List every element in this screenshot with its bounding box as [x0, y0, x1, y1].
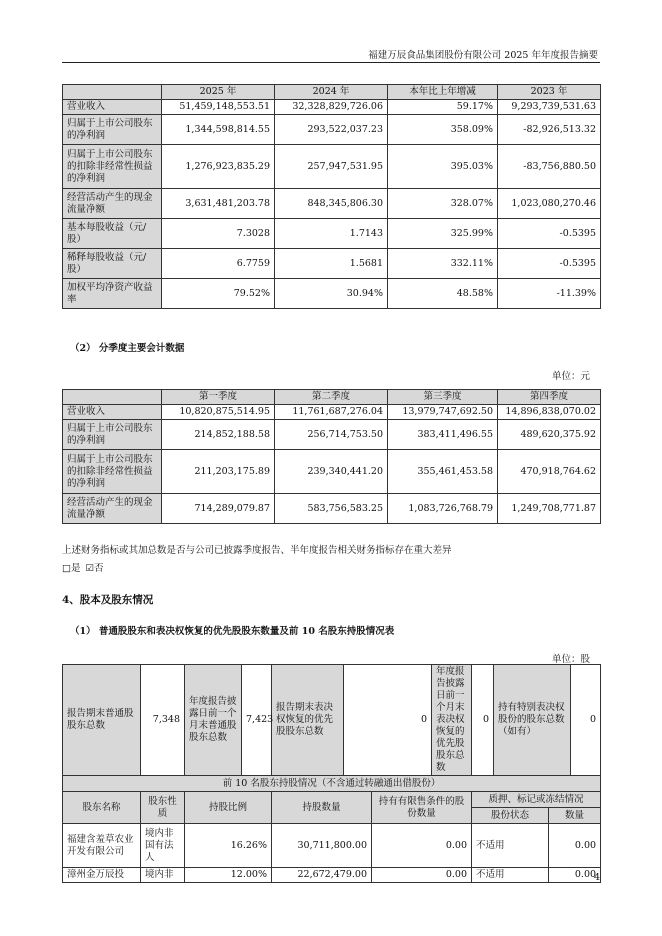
- shareholders-unit-label: 单位：股: [551, 654, 590, 665]
- cell-value: 214,852,188.58: [162, 420, 275, 450]
- row-label: 归属于上市公司股东的净利润: [63, 115, 162, 145]
- table-row: [63, 420, 601, 450]
- header-cell: 质押、标记或冻结情况: [472, 792, 601, 808]
- top10-caption: 前 10 名股东持股情况（不含通过转融通出借股份）: [63, 776, 601, 792]
- header-cell: 股东名称: [63, 792, 141, 824]
- cell-value: 1.7143: [275, 219, 388, 249]
- summary-label: 年度报告披露日前一个月末普通股股东总数: [185, 665, 242, 776]
- header-cell: 第三季度: [388, 390, 498, 405]
- summary-label: 年度报告披露日前一个月末表决权恢复的优先股股东总数: [432, 665, 472, 776]
- row-label: 加权平均净资产收益率: [63, 279, 162, 309]
- header-cell: [63, 85, 162, 100]
- summary-value: 7,348: [141, 665, 185, 776]
- cell-value: -0.5395: [498, 219, 601, 249]
- header-cell: 2023 年: [498, 85, 601, 100]
- shareholder-restricted: 0.00: [372, 868, 472, 883]
- cell-value: 6.7759: [162, 249, 275, 279]
- cell-value: 332.11%: [388, 249, 498, 279]
- cell-value: 10,820,875,514.95: [162, 405, 275, 420]
- cell-value: 355,461,453.58: [388, 450, 498, 494]
- header-cell: 第一季度: [162, 390, 275, 405]
- header-cell: 第二季度: [275, 390, 388, 405]
- table-row: [63, 405, 601, 420]
- header-cell: 2025 年: [162, 85, 275, 100]
- shareholder-pledge-status: 不适用: [472, 824, 549, 868]
- header-cell: 股东性质: [141, 792, 185, 824]
- main-accounting-table: [62, 84, 601, 309]
- table-row: [63, 824, 601, 868]
- cell-value: 13,979,747,692.50: [388, 405, 498, 420]
- summary-value: 0: [571, 665, 601, 776]
- cell-value: 11,761,687,276.04: [275, 405, 388, 420]
- header-cell: 持股数量: [272, 792, 372, 824]
- shareholder-name: 福建含羞草农业开发有限公司: [63, 824, 141, 868]
- cell-value: -83,756,880.50: [498, 145, 601, 189]
- quarterly-table: [62, 389, 601, 524]
- quarterly-section-title: （2） 分季度主要会计数据: [70, 343, 185, 354]
- cell-value: 583,756,583.25: [275, 494, 388, 524]
- shareholder-qty: 30,711,800.00: [272, 824, 372, 868]
- difference-note: 上述财务指标或其加总数是否与公司已披露季度报告、半年度报告相关财务指标存在重大差异: [62, 545, 452, 556]
- table-header-row: [63, 792, 601, 808]
- cell-value: 470,918,764.62: [498, 450, 601, 494]
- summary-label: 报告期末表决权恢复的优先股股东总数: [272, 665, 344, 776]
- cell-value: -82,926,513.32: [498, 115, 601, 145]
- cell-value: 328.07%: [388, 189, 498, 219]
- cell-value: 9,293,739,531.63: [498, 100, 601, 115]
- row-label: 归属于上市公司股东的扣除非经常性损益的净利润: [63, 450, 162, 494]
- header-cell: 数量: [549, 808, 601, 824]
- cell-value: 1,276,923,835.29: [162, 145, 275, 189]
- header-cell: 本年比上年增减: [388, 85, 498, 100]
- shareholder-pledge-status: 不适用: [472, 868, 549, 883]
- row-label: 归属于上市公司股东的扣除非经常性损益的净利润: [63, 145, 162, 189]
- table-row: [63, 249, 601, 279]
- table-row: [63, 219, 601, 249]
- row-label: 基本每股收益（元/股）: [63, 219, 162, 249]
- table-row: [63, 115, 601, 145]
- cell-value: -11.39%: [498, 279, 601, 309]
- cell-value: 51,459,148,553.51: [162, 100, 275, 115]
- cell-value: 14,896,838,070.02: [498, 405, 601, 420]
- row-label: 营业收入: [63, 100, 162, 115]
- shareholder-nature: 境内非: [141, 868, 185, 883]
- cell-value: 714,289,079.87: [162, 494, 275, 524]
- page-number: 4: [593, 872, 600, 883]
- cell-value: 256,714,753.50: [275, 420, 388, 450]
- header-cell: 股份状态: [472, 808, 549, 824]
- summary-value: 7,423: [242, 665, 272, 776]
- cell-value: 848,345,806.30: [275, 189, 388, 219]
- cell-value: 1,249,708,771.87: [498, 494, 601, 524]
- table-row: [63, 145, 601, 189]
- cell-value: 358.09%: [388, 115, 498, 145]
- quarterly-unit-label: 单位：元: [551, 371, 590, 382]
- cell-value: 59.17%: [388, 100, 498, 115]
- summary-row: [63, 665, 601, 776]
- cell-value: 3,631,481,203.78: [162, 189, 275, 219]
- row-label: 稀释每股收益（元/股）: [63, 249, 162, 279]
- cell-value: 211,203,175.89: [162, 450, 275, 494]
- cell-value: 257,947,531.95: [275, 145, 388, 189]
- cell-value: 1,023,080,270.46: [498, 189, 601, 219]
- summary-value: 0: [344, 665, 432, 776]
- shareholder-pledge-count: 0.00: [549, 824, 601, 868]
- summary-label: 报告期末普通股股东总数: [63, 665, 141, 776]
- cell-value: 239,340,441.20: [275, 450, 388, 494]
- table-row: [63, 868, 601, 883]
- header-cell: 持股比例: [185, 792, 272, 824]
- cell-value: 325.99%: [388, 219, 498, 249]
- cell-value: 489,620,375.92: [498, 420, 601, 450]
- cell-value: 32,328,829,726.06: [275, 100, 388, 115]
- shareholders-section-title: （1） 普通股股东和表决权恢复的优先股股东数量及前 10 名股东持股情况表: [70, 626, 395, 637]
- cell-value: 7.3028: [162, 219, 275, 249]
- shareholders-table: [62, 664, 601, 883]
- shareholder-name: 漳州金万辰投: [63, 868, 141, 883]
- cell-value: 30.94%: [275, 279, 388, 309]
- table-row: [63, 450, 601, 494]
- shareholder-ratio: 16.26%: [185, 824, 272, 868]
- header-rule: [62, 62, 600, 63]
- summary-value: 0: [472, 665, 494, 776]
- row-label: 经营活动产生的现金流量净额: [63, 189, 162, 219]
- cell-value: 293,522,037.23: [275, 115, 388, 145]
- table-header-row: [63, 85, 601, 100]
- header-cell: 持有有限售条件的股份数量: [372, 792, 472, 824]
- header-cell: 2024 年: [275, 85, 388, 100]
- cell-value: 383,411,496.55: [388, 420, 498, 450]
- row-label: 经营活动产生的现金流量净额: [63, 494, 162, 524]
- cell-value: -0.5395: [498, 249, 601, 279]
- row-label: 归属于上市公司股东的净利润: [63, 420, 162, 450]
- header-cell: [63, 390, 162, 405]
- cell-value: 1.5681: [275, 249, 388, 279]
- cell-value: 395.03%: [388, 145, 498, 189]
- header-cell: 第四季度: [498, 390, 601, 405]
- cell-value: 48.58%: [388, 279, 498, 309]
- cell-value: 1,344,598,814.55: [162, 115, 275, 145]
- shareholder-restricted: 0.00: [372, 824, 472, 868]
- shareholder-ratio: 12.00%: [185, 868, 272, 883]
- section-4-title: 4、股本及股东情况: [62, 594, 154, 606]
- table-row: [63, 279, 601, 309]
- difference-checkbox-group: [62, 560, 104, 574]
- shareholder-nature: 境内非国有法人: [141, 824, 185, 868]
- top10-caption-row: [63, 776, 601, 792]
- shareholder-pledge-count: 0.00: [549, 868, 601, 883]
- table-row: [63, 494, 601, 524]
- report-header-title: 福建万辰食品集团股份有限公司 2025 年年度报告摘要: [368, 50, 598, 61]
- cell-value: 1,083,726,768.79: [388, 494, 498, 524]
- table-row: [63, 100, 601, 115]
- table-header-row: [63, 390, 601, 405]
- checkbox-yes: □是: [62, 563, 81, 574]
- cell-value: 79.52%: [162, 279, 275, 309]
- table-row: [63, 189, 601, 219]
- shareholder-qty: 22,672,479.00: [272, 868, 372, 883]
- row-label: 营业收入: [63, 405, 162, 420]
- checkbox-no: ☑否: [85, 563, 104, 574]
- summary-label: 持有特别表决权股份的股东总数（如有）: [494, 665, 571, 776]
